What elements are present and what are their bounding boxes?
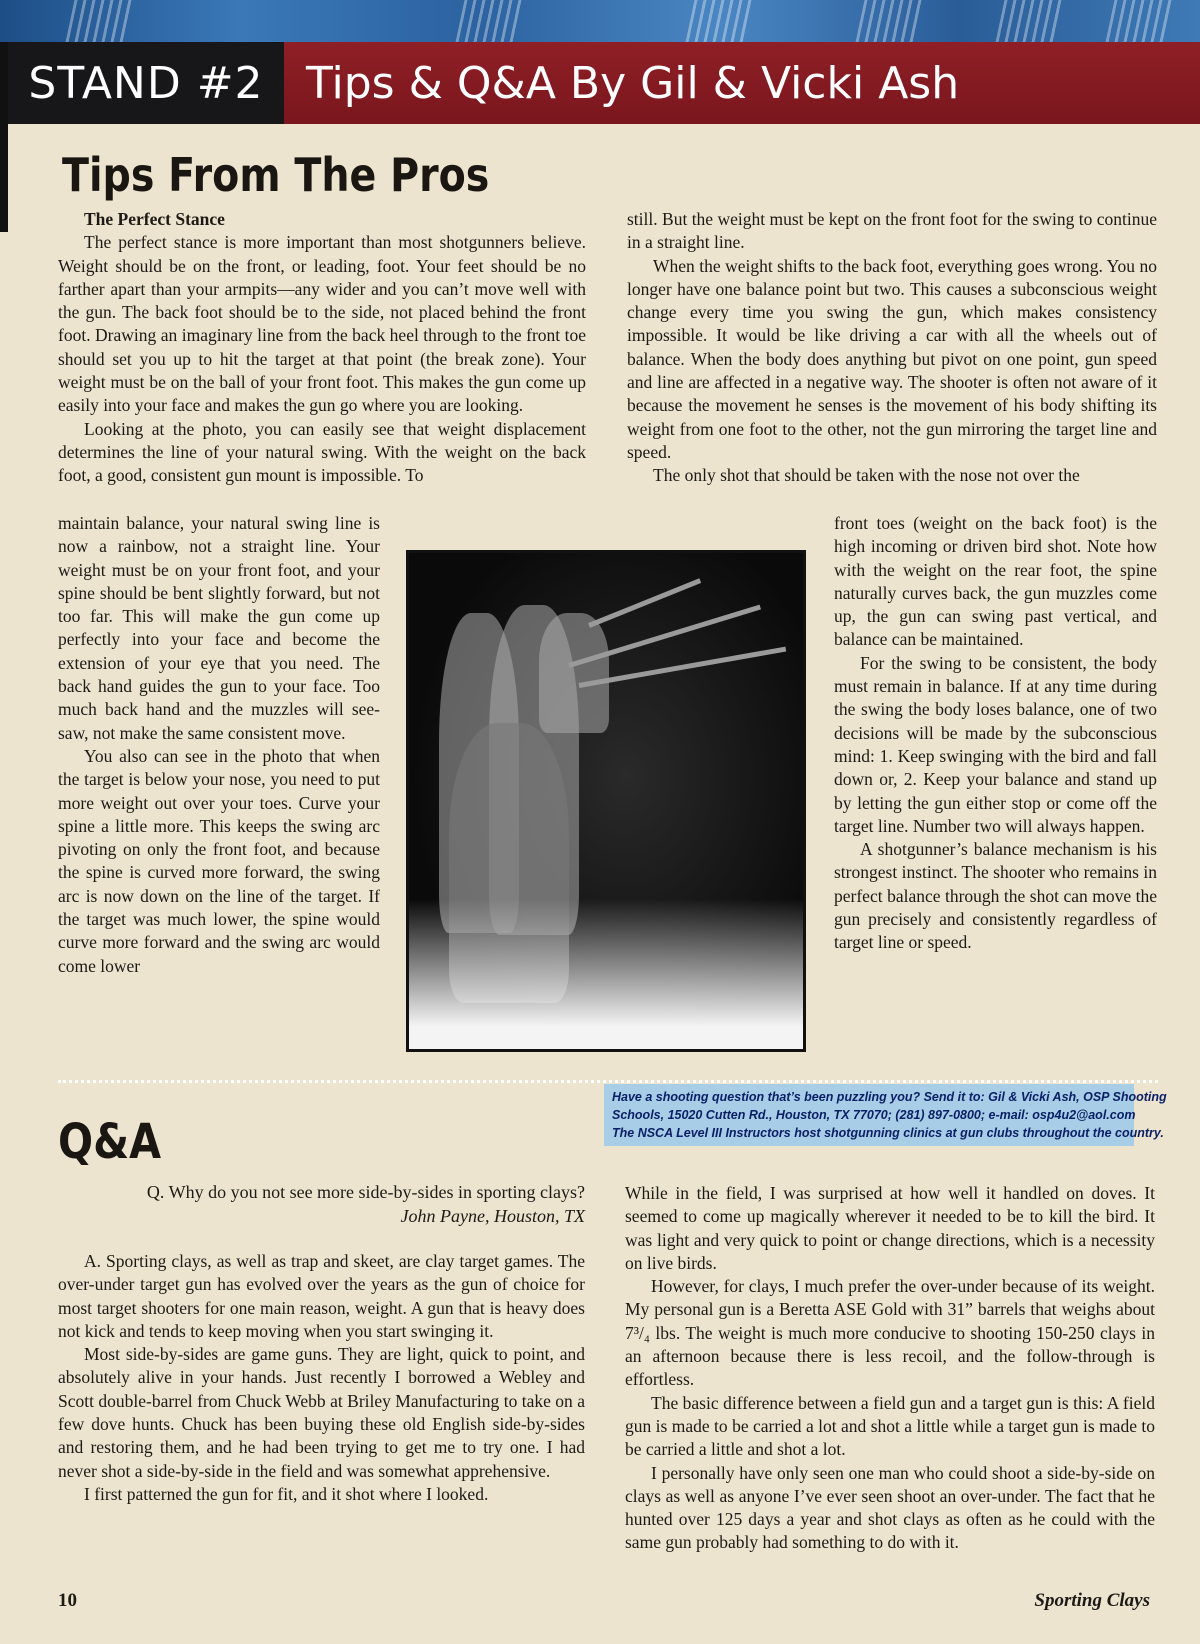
- top-photo-strip: [0, 0, 1200, 42]
- question-text: Q. Why do you not see more side-by-sides in sporting clays?: [146, 1182, 585, 1202]
- shooting-stand-image: [1106, 0, 1175, 42]
- banner-title: Tips & Q&A By Gil & Vicki Ash: [284, 42, 1200, 124]
- question-block: [58, 1180, 585, 1228]
- shooter-figure: [539, 613, 609, 733]
- shooting-stand-image: [996, 0, 1065, 42]
- qa-info-line: The NSCA Level III Instructors host shotgunning clinics at gun clubs throughout the country.: [612, 1126, 1164, 1140]
- section-divider: [58, 1080, 1158, 1083]
- tips-right-narrow-column: [834, 512, 1157, 955]
- tips-left-narrow-column: [58, 512, 380, 978]
- paragraph: still. But the weight must be kept on the front foot for the swing to continue in a straight line.: [627, 209, 1157, 253]
- tips-subhead: The Perfect Stance: [84, 209, 225, 229]
- shooting-stand-image: [66, 0, 135, 42]
- qa-right-column: [625, 1182, 1155, 1555]
- paragraph: The basic difference between a field gun and a target gun is this: A field gun is made to be carried a lot and shot a little while a target gun is made to be carried a little and shot a lot.: [625, 1392, 1155, 1460]
- qa-heading: Q&A: [58, 1114, 162, 1170]
- paragraph: A shotgunner’s balance mechanism is his strongest instinct. The shooter who remains in perfect balance through the shot can move the gun precisely and consistently regardless of target line or speed.: [834, 839, 1157, 953]
- paragraph: However, for clays, I much prefer the over-under because of its weight. My personal gun is a Beretta ASE Gold with 31” barrels that weighs about 7³/₄ lbs. The weight is much more conducive to shooting 150-250 clays in an afternoon because there is less recoil, and the follow-through is effortless.: [625, 1276, 1155, 1390]
- section-banner: [8, 42, 1200, 124]
- paragraph: I first patterned the gun for fit, and it shot where I looked.: [84, 1483, 489, 1504]
- shooting-stand-image: [856, 0, 925, 42]
- question-author: John Payne, Houston, TX: [400, 1206, 585, 1226]
- tips-right-column: [627, 208, 1157, 488]
- stance-photo: [406, 550, 806, 1052]
- paragraph: While in the field, I was surprised at how well it handled on doves. It seemed to come up magically wherever it needed to be to kill the bird. It was light and very quick to point or change directions, which is a necessity on live birds.: [625, 1183, 1155, 1273]
- qa-info-box: [604, 1084, 1167, 1146]
- page-edge: [0, 42, 8, 232]
- paragraph: Most side-by-sides are game guns. They are light, quick to point, and absolutely alive in your hands. Just recently I borrowed a Webley and Scott double-barrel from Chuck Webb at Briley Manufacturing to take on a few dove hunts. Chuck has been buying these old English side-by-sides and restoring them, and he had been trying to get me to try one. I had never shot a side-by-side in the field and was somewhat apprehensive.: [58, 1344, 585, 1481]
- paragraph: The only shot that should be taken with the nose not over the: [653, 465, 1080, 486]
- shotgun-image: [588, 578, 701, 628]
- qa-info-line: Have a shooting question that’s been puzzling you? Send it to: Gil & Vicki Ash, OSP Shooting: [612, 1090, 1167, 1104]
- tips-heading: Tips From The Pros: [62, 148, 490, 202]
- paragraph: A. Sporting clays, as well as trap and skeet, are clay target games. The over-under target gun has evolved over the years as the gun of choice for most target shooters for one main reason, weight. A gun that is heavy does not kick and tends to keep moving when you start swinging it.: [58, 1251, 585, 1341]
- qa-left-column: [58, 1180, 585, 1506]
- paragraph: I personally have only seen one man who could shoot a side-by-side on clays as well as anyone I’ve ever seen shoot an over-under. The fact that he hunted over 125 days a year and shot clays as often as he could with the same gun probably had something to do with it.: [625, 1462, 1155, 1553]
- paragraph: Looking at the photo, you can easily see that weight displacement determines the line of your natural swing. With the weight on the back foot, a good, consistent gun mount is impossible. To: [58, 418, 586, 486]
- paragraph: You also can see in the photo that when the target is below your nose, you need to put more weight out over your toes. Curve your spine a little more. This keeps the swing arc pivoting on only the front foot, and because the spine is curved more forward, the swing arc is now down on the line of the target. If the target was much lower, the spine would curve more forward and the swing arc would come lower: [58, 745, 380, 976]
- paragraph: maintain balance, your natural swing line is now a rainbow, not a straight line. Your weight must be on your front foot, and your spine should be bent slightly forward, but not too far. This will make the gun come up perfectly into your face and become the extension of your eye that you need. The back hand guides the gun to your face. Too much back hand and the muzzles will see-saw, not make the same consistent move.: [58, 513, 380, 743]
- magazine-name: Sporting Clays: [1034, 1590, 1150, 1611]
- paragraph: When the weight shifts to the back foot, everything goes wrong. You no longer have one balance point but two. This causes a subconscious weight change every time you swing the gun, which makes consistency impossible. It would be like driving a car with all the wheels out of balance. When the body does anything but pivot on one point, gun speed and line are affected in a negative way. The shooter is often not aware of it because the movement he senses is the movement of his body shifting its weight from one foot to the other, not the gun mirroring the target line and speed.: [627, 255, 1157, 462]
- shooting-stand-image: [456, 0, 525, 42]
- qa-info-line: Schools, 15020 Cutten Rd., Houston, TX 77070; (281) 897-0800; e-mail: osp4u2@aol.com: [612, 1108, 1136, 1122]
- banner-stand-label: STAND #2: [8, 42, 284, 124]
- page-number: 10: [58, 1590, 77, 1611]
- photo-floor: [409, 899, 803, 1049]
- tips-left-column: [58, 208, 586, 488]
- paragraph: front toes (weight on the back foot) is the high incoming or driven bird shot. Note how with the weight on the rear foot, the spine naturally curves back, the gun muzzles come up, the gun can swing past vertical, and balance can be maintained.: [834, 513, 1157, 650]
- paragraph: The perfect stance is more important than most shotgunners believe. Weight should be on the front, or leading, foot. Your feet should be no farther apart than your armpits—any wider and you can’t move well with the gun. The back foot should be to the side, not placed behind the front foot. Drawing an imaginary line from the back heel through to the front toe should set you up to hit the target at that point (the break zone). Your weight must be on the ball of your front foot. This makes the gun come up easily into your face and makes the gun go where you are looking.: [58, 232, 586, 416]
- paragraph: For the swing to be consistent, the body must remain in balance. If at any time during the swing the body loses balance, one of two decisions will be made by the subconscious mind: 1. Keep swinging with the bird and fall down or, 2. Keep your balance and stand up by letting the gun either stop or come off the target line. Number two will always happen.: [834, 652, 1157, 836]
- shooting-stand-image: [686, 0, 755, 42]
